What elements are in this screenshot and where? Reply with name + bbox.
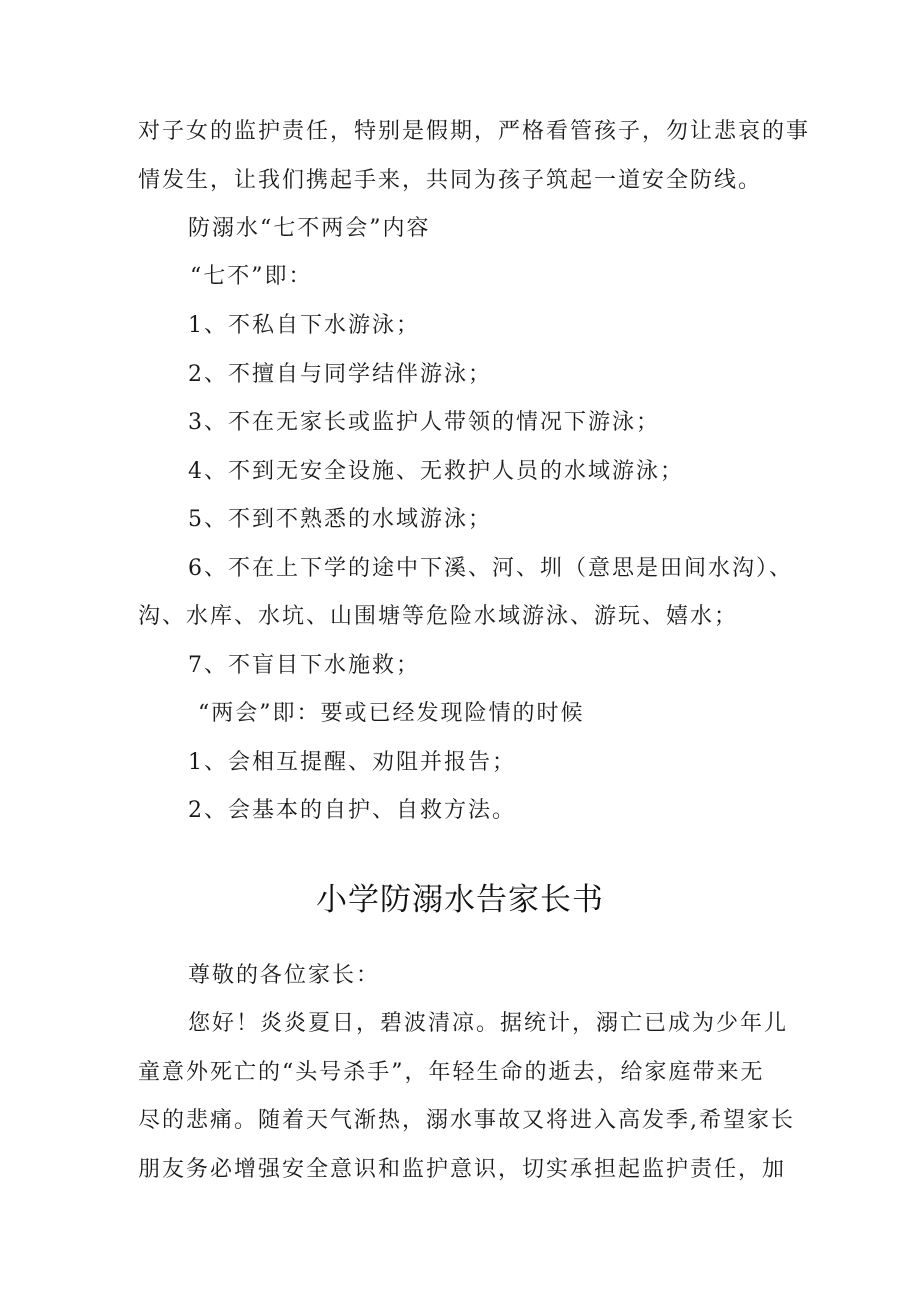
letter-salutation: 尊敬的各位家长： <box>188 963 381 988</box>
paragraph-line: 对子女的监护责任，特别是假期，严格看管孩子，勿让悲哀的事 <box>138 119 811 144</box>
list-item: 6、不在上下学的途中下溪、河、圳（意思是田间水沟）、 <box>188 556 793 581</box>
seven-not-intro: “七不”即： <box>190 264 313 289</box>
list-item: 7、不盲目下水施救； <box>188 653 420 678</box>
letter-title: 小学防溺水告家长书 <box>316 882 604 918</box>
list-item: 2、不擅自与同学结伴游泳； <box>188 362 492 387</box>
section-heading: 防溺水“七不两会”内容 <box>188 216 431 241</box>
list-item: 1、会相互提醒、劝阻并报告； <box>188 750 516 775</box>
list-item: 4、不到无安全设施、无救护人员的水域游泳； <box>188 459 684 484</box>
letter-body-line: 您好！炎炎夏日，碧波清凉。据统计，溺亡已成为少年儿 <box>188 1011 789 1036</box>
letter-body-line: 童意外死亡的“头号杀手”，年轻生命的逝去，给家庭带来无 <box>138 1060 765 1085</box>
list-item-continuation: 沟、水库、水坑、山围塘等危险水域游泳、游玩、嬉水； <box>138 604 739 629</box>
list-item: 5、不到不熟悉的水域游泳； <box>188 507 492 532</box>
two-can-intro: “两会”即：要或已经发现险情的时候 <box>198 701 585 726</box>
list-item: 3、不在无家长或监护人带领的情况下游泳； <box>188 410 660 435</box>
paragraph-line: 情发生，让我们携起手来，共同为孩子筑起一道安全防线。 <box>138 168 763 193</box>
letter-body-line: 朋友务必增强安全意识和监护意识，切实承担起监护责任，加 <box>138 1157 787 1182</box>
list-item: 2、会基本的自护、自救方法。 <box>188 798 516 823</box>
letter-body-line: 尽的悲痛。随着天气渐热，溺水事故又将进入高发季,希望家长 <box>138 1108 795 1133</box>
list-item: 1、不私自下水游泳； <box>188 313 420 338</box>
